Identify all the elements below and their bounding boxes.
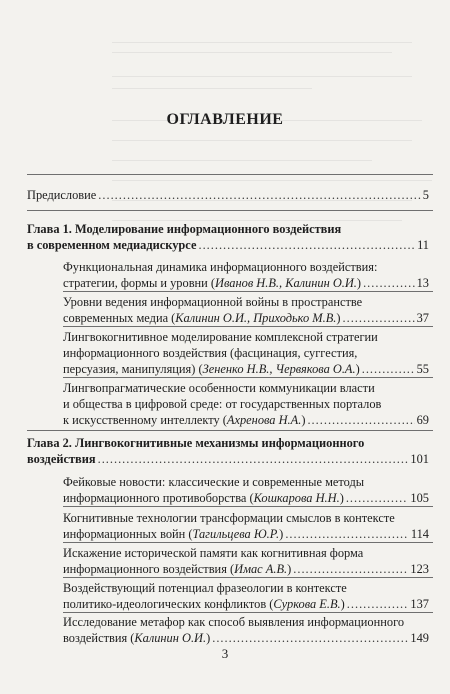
article-authors: Тагильцева Ю.Р. [192, 527, 280, 541]
article-line: политико-идеологических конфликтов ( [63, 597, 274, 611]
preface-label: Предисловие [27, 188, 97, 202]
divider [63, 506, 433, 507]
article-page: 55 [416, 362, 429, 376]
chapter-1-title-line1: Глава 1. Моделирование информационного воздействия [27, 222, 342, 236]
toc-article [63, 580, 429, 612]
article-line: Искажение исторической памяти как когнитивная форма [63, 546, 364, 560]
article-page: 13 [416, 276, 429, 290]
leader-dots [347, 596, 409, 612]
article-line: Когнитивные технологии трансформации смыслов в контексте [63, 511, 395, 525]
article-authors: Иванов Н.В., Калинин О.И. [215, 276, 357, 290]
article-line: Функциональная динамика информационного воздействия: [63, 260, 378, 274]
divider [27, 174, 433, 175]
paren: ) [340, 597, 345, 611]
page-number: 3 [221, 646, 229, 661]
preface-entry [27, 187, 429, 203]
leader-dots [343, 310, 415, 326]
article-line: современных медиа ( [63, 311, 176, 325]
article-authors: Кошкарова Н.Н. [253, 491, 340, 505]
divider [63, 377, 433, 378]
article-line: Исследование метафор как способ выявления информационного [63, 615, 405, 629]
paren: ) [336, 311, 341, 325]
article-page: 37 [416, 311, 429, 325]
divider [63, 577, 433, 578]
article-line: и общества в цифровой среде: от государственных порталов [63, 397, 382, 411]
article-page: 137 [410, 597, 429, 611]
paren: ) [356, 276, 362, 290]
article-authors: Суркова Е.В. [273, 597, 341, 611]
divider [27, 210, 433, 211]
article-line: информационного воздействия ( [63, 562, 235, 576]
article-line: персуазия, манипуляция) ( [63, 362, 203, 376]
article-page: 69 [416, 413, 429, 427]
article-authors: Имас А.В. [234, 562, 288, 576]
article-line: Воздействующий потенциал фразеологии в контексте [63, 581, 347, 595]
paren: ) [206, 631, 211, 645]
leader-dots [363, 275, 415, 291]
article-line: стратегии, формы и уровни ( [63, 276, 216, 290]
chapter-1-page: 11 [417, 238, 429, 252]
divider [63, 291, 433, 292]
article-authors: Калинин О.И., Приходько М.В. [175, 311, 337, 325]
toc-article [63, 329, 429, 377]
toc-article [63, 259, 429, 291]
chapter-2-page: 101 [410, 452, 429, 466]
article-line: информационного противоборства ( [63, 491, 254, 505]
toc-article [63, 474, 429, 506]
preface-page: 5 [422, 188, 429, 202]
divider [27, 430, 433, 431]
article-line: воздействия ( [63, 631, 135, 645]
paren: ) [287, 562, 292, 576]
chapter-1-title-line2: в современном медиадискурсе [27, 238, 197, 252]
article-line: Уровни ведения информационной войны в пространстве [63, 295, 363, 309]
article-line: информационных войн ( [63, 527, 193, 541]
paren: ) [301, 413, 306, 427]
article-authors: Ахренова Н.А. [226, 413, 302, 427]
leader-dots [307, 412, 414, 428]
leader-dots [362, 361, 415, 377]
paren: ) [339, 491, 344, 505]
article-page: 149 [410, 631, 429, 645]
toc-article [63, 545, 429, 577]
page-title: ОГЛАВЛЕНИЕ [166, 111, 284, 128]
paren: ) [355, 362, 360, 376]
article-page: 123 [410, 562, 429, 576]
article-line: Лингвокогнитивное моделирование комплексной стратегии [63, 330, 378, 344]
divider [63, 326, 433, 327]
leader-dots [212, 630, 408, 646]
toc-article [63, 510, 429, 542]
leader-dots [98, 187, 421, 203]
leader-dots [293, 561, 408, 577]
article-line: информационного воздействия (фасцинация, суггестия, [63, 346, 358, 360]
divider [63, 542, 433, 543]
article-line: Лингвопрагматические особенности коммуникации власти [63, 381, 375, 395]
chapter-2-heading [27, 435, 429, 467]
toc-article [63, 614, 429, 646]
article-authors: Калинин О.И. [134, 631, 207, 645]
leader-dots [98, 451, 409, 467]
article-authors: Зененко Н.В., Червякова О.А. [202, 362, 356, 376]
leader-dots [198, 237, 415, 253]
article-page: 105 [410, 491, 429, 505]
chapter-1-heading [27, 221, 429, 253]
article-page: 114 [410, 527, 429, 541]
leader-dots [285, 526, 409, 542]
article-line: к искусственному интеллекту ( [63, 413, 227, 427]
article-line: Фейковые новости: классические и современные методы [63, 475, 365, 489]
toc-article [63, 380, 429, 428]
chapter-2-title-line1: Глава 2. Лингвокогнитивные механизмы информационного [27, 436, 365, 450]
toc-article [63, 294, 429, 326]
paren: ) [279, 527, 284, 541]
leader-dots [346, 490, 409, 506]
divider [63, 612, 433, 613]
chapter-2-title-line2: воздействия [27, 452, 96, 466]
